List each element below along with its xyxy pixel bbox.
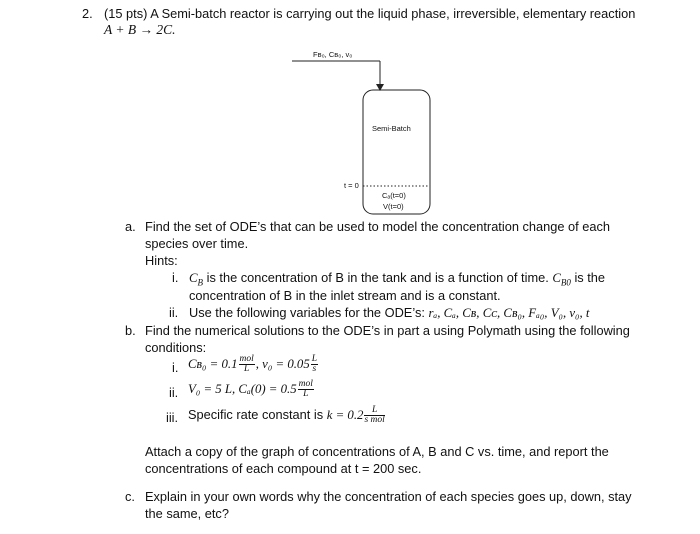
hint1-text-pre: is the concentration of B in the tank and is a function of time. xyxy=(206,270,549,285)
hint1-text-post: is the xyxy=(574,270,606,285)
reaction-equation: A + B → 2C. xyxy=(104,22,176,37)
reactor-diagram xyxy=(280,40,450,220)
attach-line2: concentrations of each compound at t = 200 sec. xyxy=(145,461,422,476)
part-a-line1: Find the set of ODE’s that can be used to model the concentration change of each xyxy=(145,219,611,234)
cond1-cb0-unit: $\frac{\text{mol}}{L}$ xyxy=(239,354,254,374)
part-c-line2: the same, etc? xyxy=(145,506,229,521)
cond2-number: ii. xyxy=(169,385,179,400)
cond3-k: k = 0.2 xyxy=(326,407,364,422)
initial-v-label: V(t=0) xyxy=(383,202,404,211)
cond2-text: V₀ = 5 L, Cₐ(0) = 0.5 xyxy=(188,381,297,396)
cond3-equation xyxy=(188,406,386,425)
part-a-letter: a. xyxy=(125,219,136,234)
hint1-line2: concentration of B in the inlet stream and is a constant. xyxy=(189,288,501,303)
hints-label: Hints: xyxy=(145,253,178,268)
problem-title: (15 pts) A Semi-batch reactor is carrying out the liquid phase, irreversible, elementary reaction xyxy=(104,6,636,21)
part-b-line2: conditions: xyxy=(145,340,207,355)
initial-ca-label: Cₐ(t=0) xyxy=(382,191,406,200)
cond3-unit: $\frac{L}{\text{s mol}}$ xyxy=(364,405,385,425)
cond1-v0-unit: $\frac{L}{s}$ xyxy=(311,354,318,374)
hint2-variables: rₐ, Cₐ, Cʙ, Cᴄ, Cʙ₀, Fₐ₀, V₀, v₀, t xyxy=(428,306,590,320)
cond3-text: Specific rate constant is xyxy=(188,406,324,422)
hint1-line1: $C_B$ is the concentration of B in the tank and is a function of time. $C_{B0}$ is the xyxy=(189,270,606,288)
hint2-text: Use the following variables for the ODE’s: xyxy=(189,305,425,320)
attach-line1: Attach a copy of the graph of concentrations of A, B and C vs. time, and report the xyxy=(145,444,609,459)
feed-label: Fʙ₀, Cʙ₀, v₀ xyxy=(313,50,353,59)
cond1-v0: , v₀ = 0.05 xyxy=(255,356,310,371)
part-c-letter: c. xyxy=(125,489,135,504)
part-c-line1: Explain in your own words why the concentration of each species goes up, down, stay xyxy=(145,489,632,504)
problem-number: 2. xyxy=(82,6,93,21)
hint1-number: i. xyxy=(172,270,179,285)
time-zero-label: t = 0 xyxy=(344,181,359,190)
hint2-line xyxy=(189,305,589,321)
part-b-line1: Find the numerical solutions to the ODE’s in part a using Polymath using the following xyxy=(145,323,630,338)
cond1-equation xyxy=(188,355,319,374)
cond1-number: i. xyxy=(172,360,179,375)
part-a-line2: species over time. xyxy=(145,236,249,251)
hint2-number: ii. xyxy=(169,305,179,320)
cond2-equation xyxy=(188,380,315,399)
part-b-letter: b. xyxy=(125,323,136,338)
reactor-label: Semi-Batch xyxy=(372,124,411,133)
cond2-unit: $\frac{\text{mol}}{L}$ xyxy=(298,379,313,399)
cond3-number: iii. xyxy=(166,410,179,425)
cond1-cb0: Cʙ₀ = 0.1 xyxy=(188,356,238,371)
